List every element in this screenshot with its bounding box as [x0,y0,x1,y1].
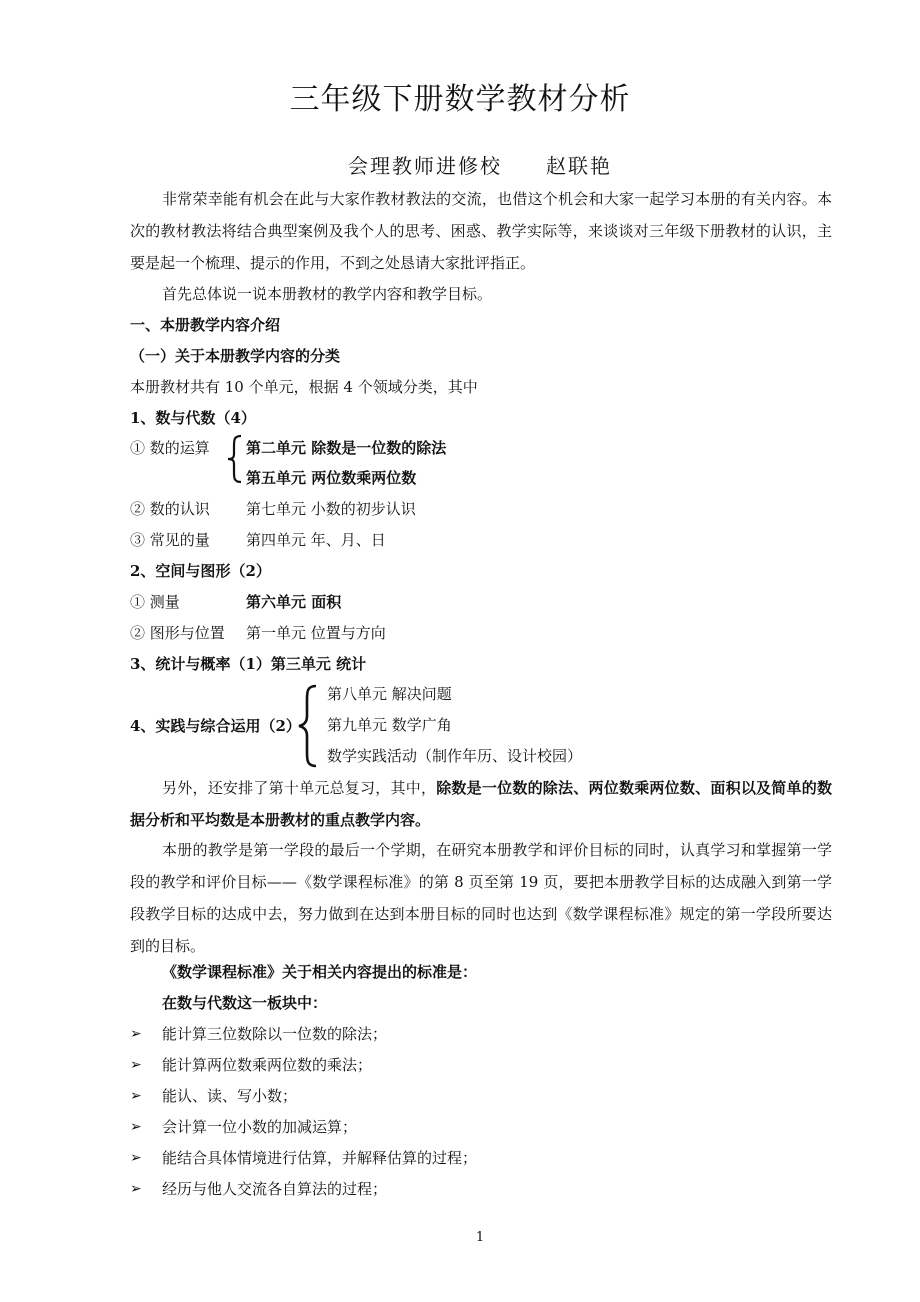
bullet-arrow-icon: ➢ [130,1057,142,1073]
bullet-item: 能认、读、写小数； [162,1087,298,1105]
domain-2-unit-1: 第一单元 位置与方向 [246,624,386,642]
block-heading: 在数与代数这一板块中： [162,994,328,1012]
domain-1-unit-4: 第四单元 年、月、日 [246,531,386,549]
domain-1-unit-7: 第七单元 小数的初步认识 [246,500,416,518]
standard-paragraph: 本册的教学是第一学段的最后一个学期，在研究本册教学和评价目标的同时，认真学习和掌握第一学段的教学和评价目标——《数学课程标准》的第 8 页至第 19 页，要把本册教学目标的达成融入到第一学段教学目标的达成中去，努力做到在达到本册目标的同时也达到《数学课程标准》规定的第一学段所要达到的目标。 [130,841,832,955]
intro-paragraph: 非常荣幸能有机会在此与大家作教材教法的交流，也借这个机会和大家一起学习本册的有关内容。本次的教材教法将结合典型案例及我个人的思考、困惑、教学实际等，来谈谈对三年级下册教材的认识，主要是起一个梳理、提示的作用，不到之处恳请大家批评指正。 [130,190,832,272]
domain-2-unit-6: 第六单元 面积 [246,593,342,611]
page-number: 1 [475,1230,485,1245]
subsection-heading-1: （一）关于本册教学内容的分类 [130,347,341,365]
domain-4-heading: 4、实践与综合运用（2） [130,717,301,735]
bullet-arrow-icon: ➢ [130,1026,142,1042]
domain-1-item-1-label: ① 数的运算 [130,439,210,457]
bullet-item: 能计算两位数乘两位数的乘法； [162,1056,373,1074]
bullet-arrow-icon: ➢ [130,1150,142,1166]
domain-1-item-2-label: ② 数的认识 [130,500,210,518]
intro-paragraph-2: 首先总体说一说本册教材的教学内容和教学目标。 [162,285,493,303]
domain-4-unit-8: 第八单元 解决问题 [327,685,452,703]
bullet-item: 会计算一位小数的加减运算； [162,1118,358,1136]
overview-line: 本册教材共有 10 个单元，根据 4 个领域分类，其中 [130,378,478,396]
bullet-arrow-icon: ➢ [130,1181,142,1197]
domain-1-item-3-label: ③ 常见的量 [130,531,210,549]
review-key-content: 除数是一位数的除法、两位数乘两位数、面积以及简单的数据分析和平均数是本册教材的重点教学内容。 [130,779,832,829]
domain-4-activity: 数学实践活动（制作年历、设计校园） [327,747,583,765]
review-paragraph [130,772,832,836]
bullet-arrow-icon: ➢ [130,1088,142,1104]
author-line: 会理教师进修校 赵联艳 [348,154,612,178]
domain-3-heading: 3、统计与概率（1）第三单元 统计 [130,655,367,673]
standard-heading: 《数学课程标准》关于相关内容提出的标准是： [162,963,478,981]
bullet-arrow-icon: ➢ [130,1119,142,1135]
domain-2-item-1-label: ① 测量 [130,593,180,611]
domain-1-unit-5: 第五单元 两位数乘两位数 [246,469,417,487]
domain-2-item-2-label: ② 图形与位置 [130,624,225,642]
domain-1-heading: 1、数与代数（4） [130,409,256,427]
review-text: 另外，还安排了第十单元总复习，其中， [162,779,437,797]
domain-1-unit-2: 第二单元 除数是一位数的除法 [246,439,447,457]
left-brace-icon [226,434,244,484]
left-brace-icon [296,684,320,768]
section-heading-1: 一、本册教学内容介绍 [130,316,281,334]
bullet-item: 能结合具体情境进行估算，并解释估算的过程； [162,1149,478,1167]
domain-4-unit-9: 第九单元 数学广角 [327,716,452,734]
domain-2-heading: 2、空间与图形（2） [130,562,271,580]
page-title: 三年级下册数学教材分析 [289,82,631,117]
bullet-item: 经历与他人交流各自算法的过程； [162,1180,388,1198]
bullet-item: 能计算三位数除以一位数的除法； [162,1025,388,1043]
